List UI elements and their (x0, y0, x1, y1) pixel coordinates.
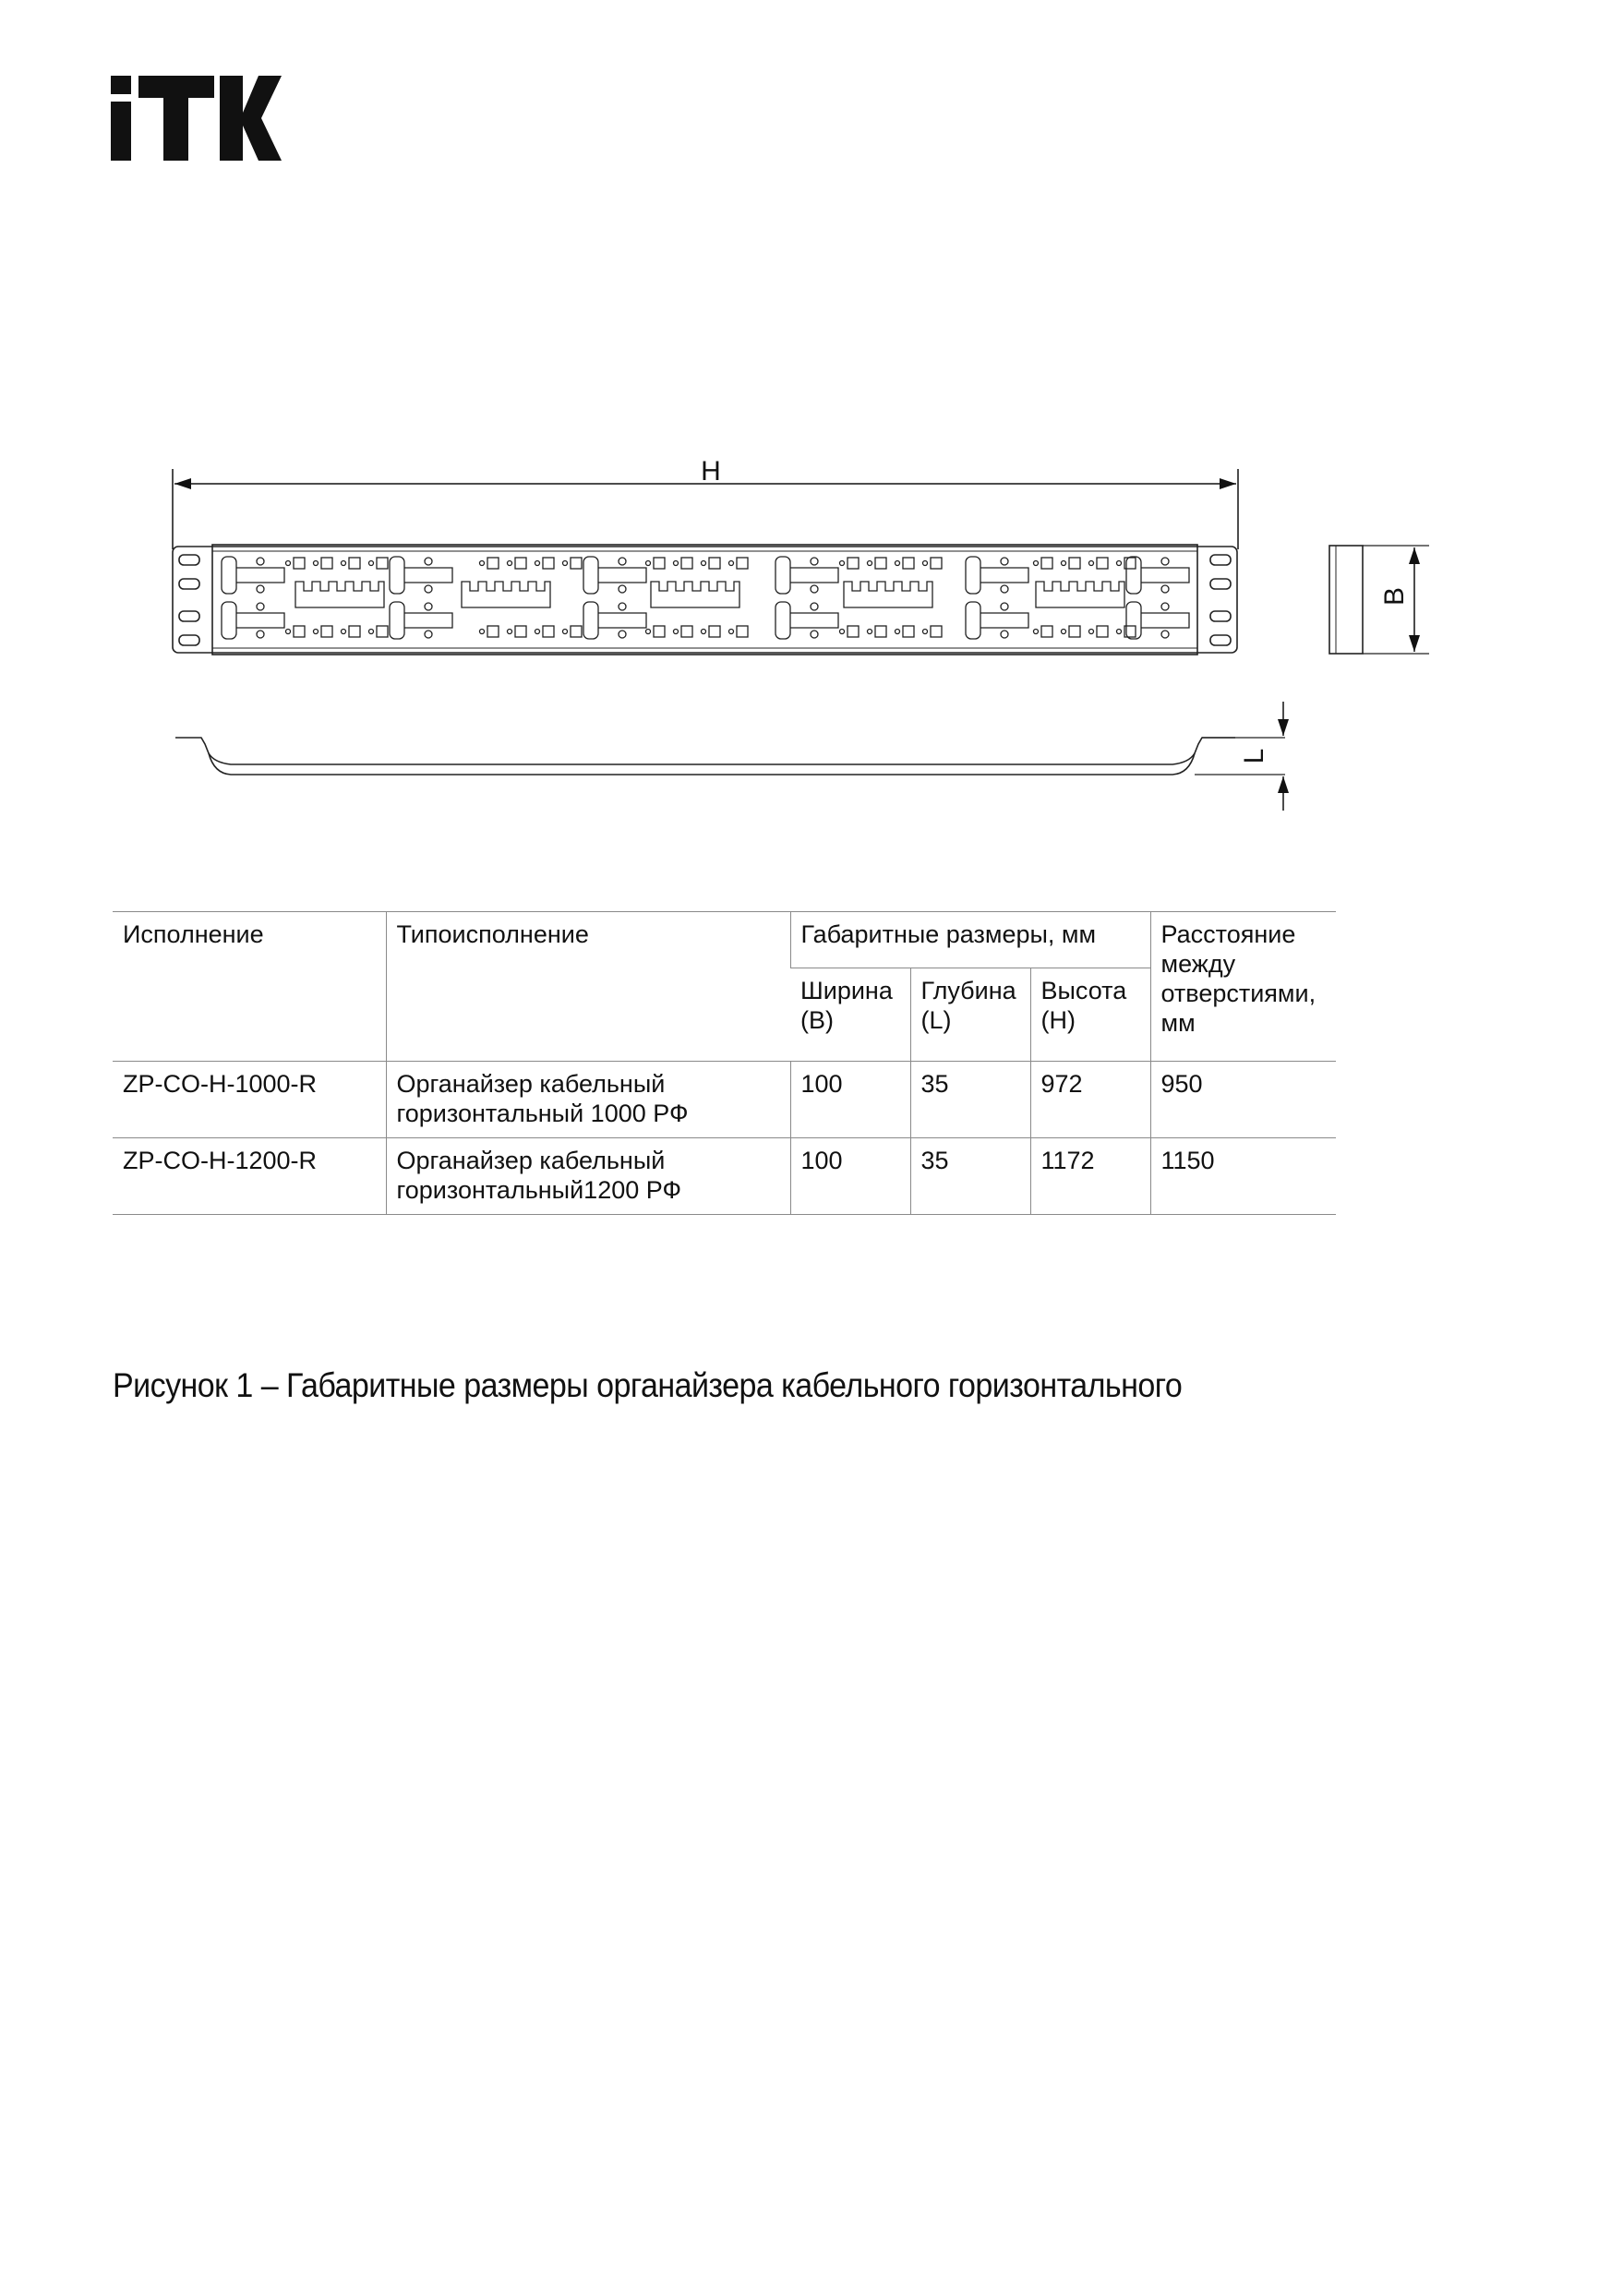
cell-height: 1172 (1030, 1138, 1150, 1215)
technical-drawing (0, 0, 1611, 859)
cell-height: 972 (1030, 1062, 1150, 1138)
dimensions-table (113, 911, 1336, 1215)
cell-variant: ZP-CO-H-1000-R (113, 1062, 386, 1138)
cell-spacing: 1150 (1150, 1138, 1336, 1215)
dimension-label-b: B (1379, 586, 1410, 607)
dimension-label-l: L (1239, 748, 1269, 764)
cell-variant: ZP-CO-H-1200-R (113, 1138, 386, 1215)
table-header-row (113, 912, 1336, 968)
cell-depth: 35 (910, 1062, 1030, 1138)
table-row (113, 1062, 1336, 1138)
figure-caption: Рисунок 1 – Габаритные размеры органайзера кабельного горизонтального (113, 1366, 1183, 1404)
header-hole-spacing: Расстояние между отверстиями, мм (1150, 912, 1336, 1062)
header-model: Типоисполнение (386, 912, 790, 1062)
header-depth: Глубина (L) (910, 968, 1030, 1062)
cell-model: Органайзер кабельный горизонтальный1200 РФ (386, 1138, 790, 1215)
header-variant: Исполнение (113, 912, 386, 1062)
cell-spacing: 950 (1150, 1062, 1336, 1138)
table-row (113, 1138, 1336, 1215)
header-width: Ширина (B) (790, 968, 910, 1062)
cell-width: 100 (790, 1062, 910, 1138)
dimension-h (173, 456, 1238, 549)
header-height: Высота (H) (1030, 968, 1150, 1062)
cell-width: 100 (790, 1138, 910, 1215)
header-overall-dimensions: Габаритные размеры, мм (790, 912, 1150, 968)
dimension-label-h: H (701, 456, 721, 487)
organizer-slot-pattern (222, 557, 1189, 639)
cell-depth: 35 (910, 1138, 1030, 1215)
organizer-profile-view (175, 702, 1285, 811)
cell-model: Органайзер кабельный горизонтальный 1000 РФ (386, 1062, 790, 1138)
